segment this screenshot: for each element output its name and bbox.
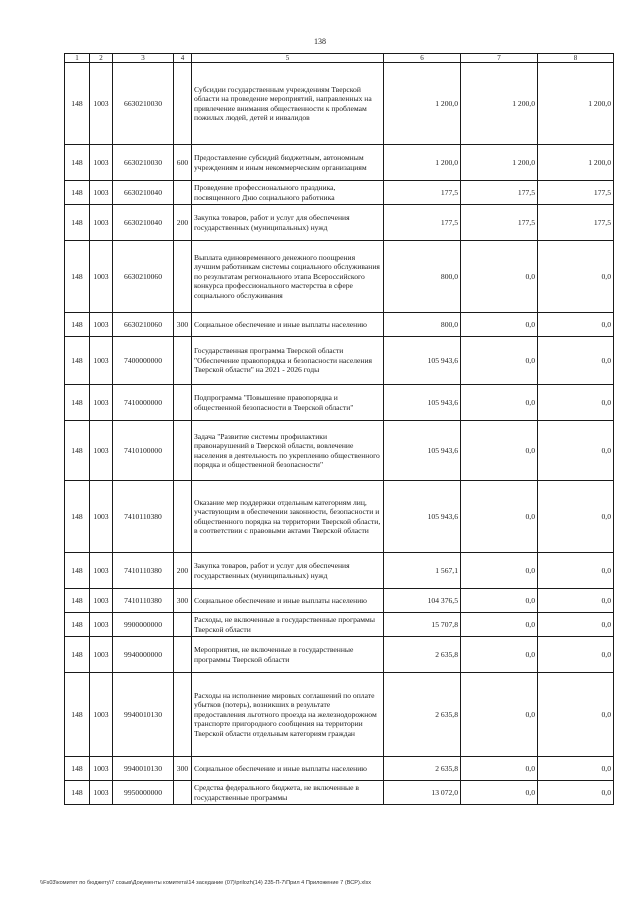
cell-amount-col6: 1 567,1	[384, 553, 461, 589]
cell-expense-type: 200	[174, 553, 192, 589]
cell-expense-type: 600	[174, 145, 192, 181]
cell-expense-type: 300	[174, 589, 192, 613]
cell-description: Социальное обеспечение и иные выплаты населению	[192, 313, 384, 337]
cell-expense-type	[174, 481, 192, 553]
cell-admin-code: 148	[65, 589, 90, 613]
cell-amount-col6: 1 200,0	[384, 63, 461, 145]
cell-expense-type	[174, 385, 192, 421]
cell-target-article: 6630210030	[113, 63, 174, 145]
cell-amount-col6: 104 376,5	[384, 589, 461, 613]
cell-section-code: 1003	[90, 145, 113, 181]
cell-amount-col6: 105 943,6	[384, 481, 461, 553]
cell-admin-code: 148	[65, 241, 90, 313]
cell-amount-col8: 0,0	[538, 613, 614, 637]
cell-section-code: 1003	[90, 313, 113, 337]
cell-target-article: 7410110380	[113, 589, 174, 613]
cell-description: Субсидии государственным учреждениям Тверской области на проведение мероприятий, направленных на привлечение внимания общественности к проблемам пожилых людей, детей и инвалидов	[192, 63, 384, 145]
cell-admin-code: 148	[65, 673, 90, 757]
cell-description: Закупка товаров, работ и услуг для обеспечения государственных (муниципальных) нужд	[192, 553, 384, 589]
table-row	[65, 637, 614, 673]
cell-amount-col6: 105 943,6	[384, 337, 461, 385]
column-header: 4	[174, 54, 192, 63]
cell-target-article: 6630210030	[113, 145, 174, 181]
cell-admin-code: 148	[65, 553, 90, 589]
page-number: 138	[314, 37, 326, 46]
table-row	[65, 757, 614, 781]
column-header: 3	[113, 54, 174, 63]
cell-amount-col8: 177,5	[538, 205, 614, 241]
table-row	[65, 385, 614, 421]
cell-target-article: 7410000000	[113, 385, 174, 421]
cell-amount-col7: 0,0	[461, 781, 538, 805]
cell-admin-code: 148	[65, 637, 90, 673]
cell-target-article: 7410110380	[113, 553, 174, 589]
cell-section-code: 1003	[90, 205, 113, 241]
cell-target-article: 6630210040	[113, 205, 174, 241]
cell-amount-col8: 0,0	[538, 673, 614, 757]
cell-amount-col8: 0,0	[538, 337, 614, 385]
cell-amount-col8: 0,0	[538, 781, 614, 805]
cell-amount-col7: 0,0	[461, 481, 538, 553]
cell-expense-type	[174, 637, 192, 673]
cell-target-article: 7410100000	[113, 421, 174, 481]
cell-description: Оказание мер поддержки отдельным категориям лиц, участвующим в обеспечении законности, безопасности и общественного порядка на территории Тверской области, в соответствии с правовыми актами Тверской области	[192, 481, 384, 553]
cell-admin-code: 148	[65, 421, 90, 481]
cell-amount-col7: 0,0	[461, 421, 538, 481]
cell-amount-col7: 0,0	[461, 337, 538, 385]
cell-amount-col8: 177,5	[538, 181, 614, 205]
cell-amount-col7: 1 200,0	[461, 145, 538, 181]
cell-amount-col7: 177,5	[461, 181, 538, 205]
cell-amount-col7: 177,5	[461, 205, 538, 241]
cell-admin-code: 148	[65, 337, 90, 385]
cell-amount-col8: 1 200,0	[538, 145, 614, 181]
cell-amount-col8: 0,0	[538, 313, 614, 337]
cell-section-code: 1003	[90, 241, 113, 313]
table-row	[65, 205, 614, 241]
cell-expense-type	[174, 241, 192, 313]
cell-admin-code: 148	[65, 481, 90, 553]
column-header: 6	[384, 54, 461, 63]
table-row	[65, 481, 614, 553]
column-header: 1	[65, 54, 90, 63]
cell-expense-type	[174, 673, 192, 757]
cell-section-code: 1003	[90, 181, 113, 205]
table-row	[65, 613, 614, 637]
cell-target-article: 9940000000	[113, 637, 174, 673]
budget-table	[64, 53, 614, 805]
cell-amount-col7: 0,0	[461, 241, 538, 313]
cell-description: Закупка товаров, работ и услуг для обеспечения государственных (муниципальных) нужд	[192, 205, 384, 241]
cell-amount-col7: 0,0	[461, 385, 538, 421]
cell-amount-col6: 800,0	[384, 241, 461, 313]
cell-description: Расходы на исполнение мировых соглашений по оплате убытков (потерь), возникших в результате предоставления льготного проезда на железнодорожном транспорте пригородного сообщения на территории Тверской области отдельным категориям граждан	[192, 673, 384, 757]
cell-admin-code: 148	[65, 613, 90, 637]
cell-amount-col7: 0,0	[461, 613, 538, 637]
cell-target-article: 9940010130	[113, 673, 174, 757]
cell-amount-col8: 0,0	[538, 481, 614, 553]
cell-target-article: 7400000000	[113, 337, 174, 385]
cell-description: Подпрограмма "Повышение правопорядка и общественной безопасности в Тверской области"	[192, 385, 384, 421]
table-row	[65, 241, 614, 313]
cell-target-article: 9940010130	[113, 757, 174, 781]
cell-amount-col6: 177,5	[384, 181, 461, 205]
cell-section-code: 1003	[90, 337, 113, 385]
table-row	[65, 781, 614, 805]
cell-amount-col7: 1 200,0	[461, 63, 538, 145]
cell-amount-col8: 0,0	[538, 421, 614, 481]
cell-description: Задача "Развитие системы профилактики правонарушений в Тверской области, вовлечение населения в деятельность по укреплению общественного порядка и общественной безопасности"	[192, 421, 384, 481]
cell-amount-col8: 0,0	[538, 757, 614, 781]
cell-admin-code: 148	[65, 63, 90, 145]
cell-expense-type	[174, 613, 192, 637]
cell-amount-col6: 2 635,8	[384, 637, 461, 673]
cell-description: Выплата единовременного денежного поощрения лучшим работникам системы социального обслуживания по результатам регионального этапа Всероссийского конкурса профессионального мастерства в сфере социального обслуживания	[192, 241, 384, 313]
cell-section-code: 1003	[90, 63, 113, 145]
cell-target-article: 6630210060	[113, 313, 174, 337]
cell-amount-col8: 0,0	[538, 241, 614, 313]
cell-target-article: 9900000000	[113, 613, 174, 637]
cell-amount-col6: 2 635,8	[384, 757, 461, 781]
cell-amount-col7: 0,0	[461, 637, 538, 673]
cell-amount-col7: 0,0	[461, 757, 538, 781]
cell-description: Государственная программа Тверской области "Обеспечение правопорядка и безопасности населения Тверской области" на 2021 - 2026 годы	[192, 337, 384, 385]
cell-section-code: 1003	[90, 589, 113, 613]
cell-description: Проведение профессионального праздника, посвященного Дню социального работника	[192, 181, 384, 205]
cell-section-code: 1003	[90, 553, 113, 589]
cell-admin-code: 148	[65, 145, 90, 181]
cell-expense-type: 200	[174, 205, 192, 241]
cell-amount-col8: 0,0	[538, 637, 614, 673]
table-row	[65, 181, 614, 205]
cell-amount-col6: 2 635,8	[384, 673, 461, 757]
table-row	[65, 421, 614, 481]
cell-amount-col8: 0,0	[538, 553, 614, 589]
cell-target-article: 9950000000	[113, 781, 174, 805]
cell-amount-col6: 1 200,0	[384, 145, 461, 181]
column-header: 5	[192, 54, 384, 63]
cell-amount-col8: 0,0	[538, 589, 614, 613]
cell-section-code: 1003	[90, 673, 113, 757]
column-header: 8	[538, 54, 614, 63]
cell-amount-col7: 0,0	[461, 673, 538, 757]
cell-amount-col6: 105 943,6	[384, 385, 461, 421]
cell-admin-code: 148	[65, 781, 90, 805]
cell-admin-code: 148	[65, 757, 90, 781]
cell-amount-col6: 177,5	[384, 205, 461, 241]
cell-admin-code: 148	[65, 205, 90, 241]
cell-description: Мероприятия, не включенные в государственные программы Тверской области	[192, 637, 384, 673]
file-path-footer: \\Fs03\комитет по бюджету\7 созыв\Документы комитета\14 заседание (07)\prilozh(14) 235-П-7\Прил 4 Приложение 7 (ВСР).xlsx	[40, 880, 372, 886]
cell-section-code: 1003	[90, 421, 113, 481]
cell-description: Предоставление субсидий бюджетным, автономным учреждениям и иным некоммерческим организациям	[192, 145, 384, 181]
table-row	[65, 63, 614, 145]
cell-target-article: 7410110380	[113, 481, 174, 553]
table-row	[65, 337, 614, 385]
cell-description: Социальное обеспечение и иные выплаты населению	[192, 589, 384, 613]
column-header: 7	[461, 54, 538, 63]
cell-section-code: 1003	[90, 385, 113, 421]
header-row	[65, 54, 614, 63]
cell-expense-type	[174, 181, 192, 205]
cell-section-code: 1003	[90, 613, 113, 637]
cell-section-code: 1003	[90, 781, 113, 805]
cell-amount-col7: 0,0	[461, 313, 538, 337]
cell-amount-col7: 0,0	[461, 553, 538, 589]
cell-expense-type	[174, 337, 192, 385]
table-row	[65, 553, 614, 589]
cell-amount-col6: 15 707,8	[384, 613, 461, 637]
cell-amount-col7: 0,0	[461, 589, 538, 613]
cell-admin-code: 148	[65, 313, 90, 337]
cell-amount-col6: 800,0	[384, 313, 461, 337]
cell-amount-col8: 0,0	[538, 385, 614, 421]
cell-target-article: 6630210040	[113, 181, 174, 205]
cell-admin-code: 148	[65, 181, 90, 205]
cell-amount-col6: 105 943,6	[384, 421, 461, 481]
table-row	[65, 589, 614, 613]
cell-section-code: 1003	[90, 481, 113, 553]
cell-target-article: 6630210060	[113, 241, 174, 313]
cell-amount-col8: 1 200,0	[538, 63, 614, 145]
cell-expense-type	[174, 781, 192, 805]
cell-section-code: 1003	[90, 757, 113, 781]
table-row	[65, 145, 614, 181]
table-row	[65, 313, 614, 337]
cell-expense-type: 300	[174, 757, 192, 781]
cell-amount-col6: 13 072,0	[384, 781, 461, 805]
cell-description: Социальное обеспечение и иные выплаты населению	[192, 757, 384, 781]
cell-expense-type	[174, 63, 192, 145]
cell-admin-code: 148	[65, 385, 90, 421]
table-row	[65, 673, 614, 757]
cell-expense-type: 300	[174, 313, 192, 337]
cell-section-code: 1003	[90, 637, 113, 673]
cell-expense-type	[174, 421, 192, 481]
cell-description: Средства федерального бюджета, не включенные в государственные программы	[192, 781, 384, 805]
column-header: 2	[90, 54, 113, 63]
cell-description: Расходы, не включенные в государственные программы Тверской области	[192, 613, 384, 637]
